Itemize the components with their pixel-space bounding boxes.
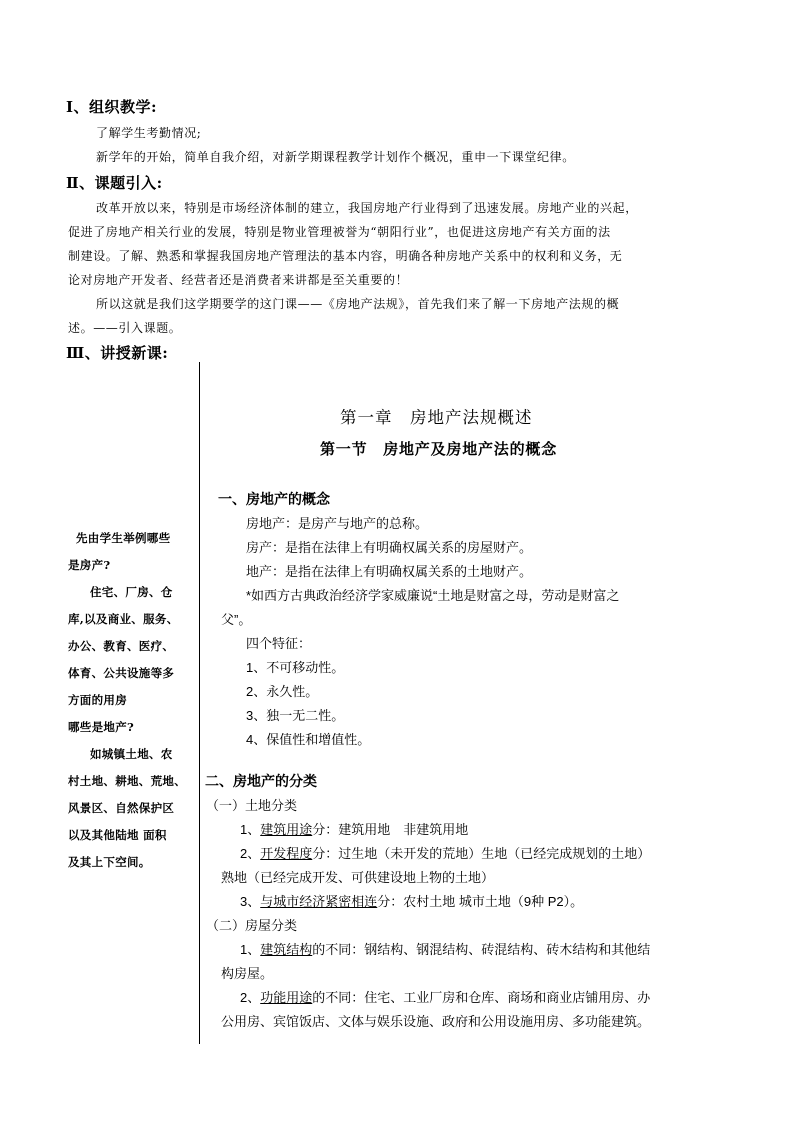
note-line: 库,以及商业、服务、: [68, 612, 179, 626]
quote-line-2: 父”。: [221, 612, 252, 627]
organize-line-2: 新学年的开始，简单自我介绍，对新学期课程教学计划作个概况，重申一下课堂纪律。: [96, 150, 575, 164]
note-line: 风景区、自然保护区: [68, 801, 175, 815]
item-text: 的不同：住宅、工业厂房和仓库、商场和商业店铺用房、办: [312, 990, 651, 1005]
column-divider: [199, 362, 200, 1044]
underlined-term: 建筑用途: [260, 822, 313, 837]
note-line: 及其上下空间。: [68, 855, 151, 869]
quote-line-1: *如西方古典政治经济学家威廉说“土地是财富之母，劳动是财富之: [246, 588, 620, 603]
underlined-term: 功能用途: [260, 990, 313, 1005]
item-number: 2、: [240, 990, 261, 1005]
land-item-3: [240, 891, 583, 910]
intro-line-1: 改革开放以来，特别是市场经济体制的建立，我国房地产行业得到了迅速发展。房地产业的兴起，: [96, 201, 638, 215]
land-item-2-continued: 熟地（已经完成开发、可供建设地上物的土地）: [221, 870, 495, 885]
item-number: 3、: [240, 894, 261, 909]
intro-line-6: 述。——引入课题。: [68, 321, 182, 335]
note-line: 方面的用房: [68, 693, 127, 707]
section-title: 第一节 房地产及房地产法的概念: [320, 441, 558, 458]
house-item-1: [240, 939, 650, 958]
land-item-2: [240, 843, 650, 862]
note-line: 住宅、厂房、仓: [90, 585, 173, 599]
definition-property: 房产：是指在法律上有明确权属关系的房屋财产。: [246, 540, 533, 555]
note-line: 以及其他陆地 面积: [68, 828, 167, 842]
house-classification-title: （二）房屋分类: [206, 918, 298, 933]
item-text: 分：过生地（未开发的荒地）生地（已经完成规划的土地）: [312, 846, 651, 861]
underlined-term: 建筑结构: [260, 942, 313, 957]
note-line: 先由学生举例哪些: [76, 531, 171, 545]
definition-land: 地产：是指在法律上有明确权属关系的土地财产。: [246, 564, 533, 579]
item-number: 2、: [240, 846, 261, 861]
note-line: 村土地、耕地、荒地、: [68, 774, 186, 788]
house-item-2: [240, 987, 650, 1006]
item-text: 的不同：钢结构、钢混结构、砖混结构、砖木结构和其他结: [312, 942, 651, 957]
land-classification-title: （一）土地分类: [206, 798, 298, 813]
feature-item: 4、保值性和增值性。: [246, 732, 371, 747]
chapter-title: 第一章 房地产法规概述: [340, 409, 533, 427]
definition-real-estate: 房地产：是房产与地产的总称。: [246, 516, 429, 531]
house-item-1-continued: 构房屋。: [221, 966, 274, 981]
note-line: 哪些是地产?: [68, 720, 135, 734]
underlined-term: 开发程度: [260, 846, 313, 861]
intro-line-4: 论对房地产开发者、经营者还是消费者来讲都是至关重要的！: [68, 273, 409, 287]
note-line: 是房产?: [68, 558, 111, 572]
feature-item: 3、独一无二性。: [246, 708, 345, 723]
heading-topic-intro: Ⅱ、课题引入:: [66, 174, 163, 192]
intro-line-2: 促进了房地产相关行业的发展，特别是物业管理被誉为“朝阳行业”，也促进这房地产有关方面的法: [68, 225, 611, 239]
heading-organize-teaching: Ⅰ、组织教学:: [66, 98, 158, 116]
section-2-title: 二、房地产的分类: [205, 773, 317, 789]
item-number: 1、: [240, 822, 261, 837]
item-text: 分：农村土地 城市土地（9种 P2）。: [377, 894, 584, 909]
feature-item: 1、不可移动性。: [246, 660, 345, 675]
section-1-title: 一、房地产的概念: [218, 491, 330, 507]
note-line: 如城镇土地、农: [90, 747, 173, 761]
features-title: 四个特征：: [246, 636, 312, 651]
land-item-1: [240, 819, 468, 838]
note-line: 体育、公共设施等多: [68, 666, 175, 680]
heading-new-lesson: Ⅲ、讲授新课:: [66, 344, 169, 362]
intro-line-5: 所以这就是我们这学期要学的这门课——《房地产法规》，首先我们来了解一下房地产法规的概: [96, 297, 620, 311]
feature-item: 2、永久性。: [246, 684, 319, 699]
item-text: 分：建筑用地 非建筑用地: [312, 822, 469, 837]
note-line: 办公、教育、医疗、: [68, 639, 175, 653]
organize-line-1: 了解学生考勤情况;: [96, 126, 202, 140]
item-number: 1、: [240, 942, 261, 957]
house-item-2-continued: 公用房、宾馆饭店、文体与娱乐设施、政府和公用设施用房、多功能建筑。: [221, 1014, 651, 1029]
underlined-term: 与城市经济紧密相连: [260, 894, 378, 909]
intro-line-3: 制建设。了解、熟悉和掌握我国房地产管理法的基本内容，明确各种房地产关系中的权利和义务，无: [68, 249, 623, 263]
